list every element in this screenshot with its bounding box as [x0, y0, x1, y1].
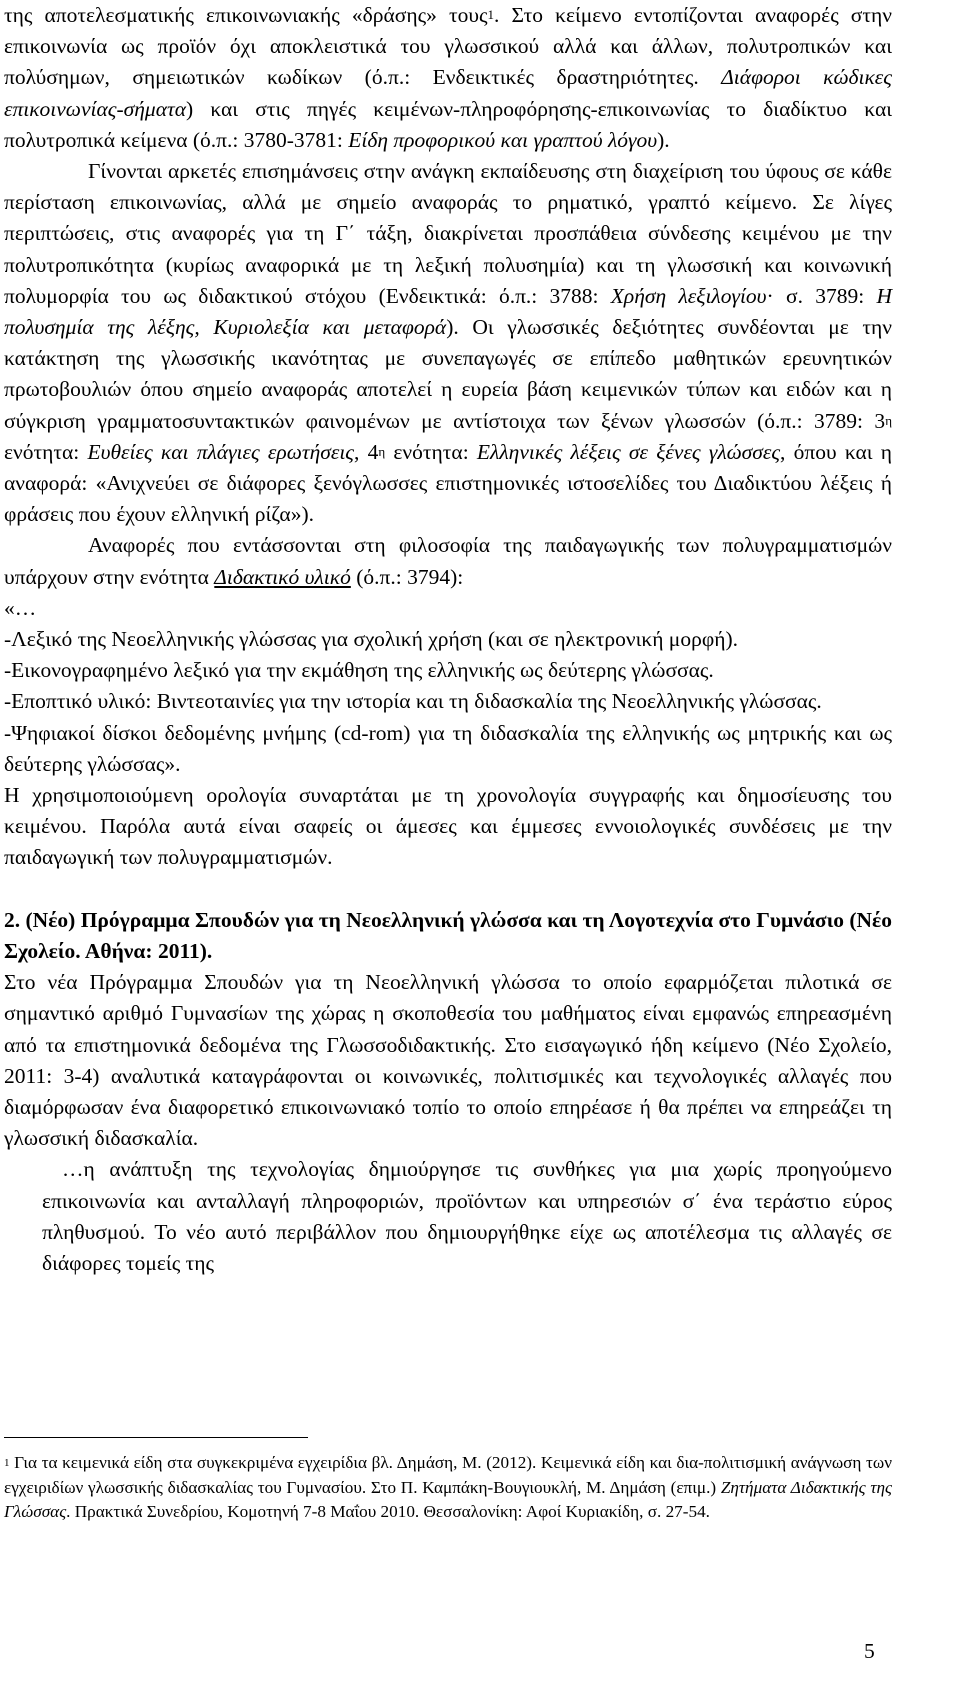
spacer [4, 874, 892, 905]
list-item: -Λεξικό της Νεοελληνικής γλώσσας για σχολική χρήση (και σε ηλεκτρονική μορφή). [4, 627, 739, 652]
italic-title: Ζητήματα Διδακτικής της Γλώσσας [4, 1477, 892, 1522]
footnote-number: 1 [4, 1457, 10, 1469]
paragraph-1 [4, 0, 892, 156]
list-open-quote: «… [4, 595, 37, 620]
section-reference: Διδακτικό υλικό [214, 564, 351, 589]
block-quote: …η ανάπτυξη της τεχνολογίας δημιούργησε τις συνθήκες για μια χωρίς προηγούμενο επικοινωνία και ανταλλαγή πληροφοριών, προϊόντων και υπηρεσιών σ΄ ένα τεράστιο εύρος πληθυσμού. Το νέο αυτό περιβάλλον που δημιουργήθηκε είχε ως αποτέλεσμα τις αλλαγές σε διάφορες τομείς της [42, 1157, 892, 1275]
footnote-reference[interactable]: 1 [487, 7, 495, 22]
text-run: . Πρακτικά Συνεδρίου, Κομοτηνή 7-8 Μαΐου 2010. Θεσσαλονίκη: Αφοί Κυριακίδη, σ. 27-54. [66, 1502, 710, 1522]
footnote-text [4, 1451, 892, 1525]
text-run: Γίνονται αρκετές επισημάνσεις στην ανάγκη εκπαίδευσης στη διαχείριση του ύφους σε κάθε περίσταση επικοινωνίας, αλλά με σημείο αναφοράς το ρηματικό, γραπτό κείμενο. Σε λίγες περιπτώσεις, στις αναφορές για τη Γ΄ τάξη, διακρίνεται προσπάθεια σύνδεσης κειμένου με την πολυτροπικότητα (κυρίως αναφορικά με τη λεξική πολυσημία) και τη γλωσσική και κοινωνική πολυμορφία του ως διδακτικού στόχου (Ενδεικτικά: ό.π.: 3788: [4, 159, 892, 308]
paragraph-5: Στο νέα Πρόγραμμα Σπουδών για τη Νεοελληνική γλώσσα το οποίο εφαρμόζεται πιλοτικά σε σημαντικό αριθμό Γυμνασίων της χώρας η σκοποθεσία του μαθήματος είναι εμφανώς επηρεασμένη από τα επιστημονικά δεδομένα της Γλωσσοδιδακτικής. Στο εισαγωγικό ήδη κείμενο (Νέο Σχολείο, 2011: 3-4) αναλυτικά καταγράφονται οι κοινωνικές, πολιτισμικές και τεχνολογικές αλλαγές που διαμόρφωσαν ένα διαφορετικό επικοινωνιακό τοπίο το οποίο επηρέασε ή θα πρέπει να επηρεάζει τη γλωσσική διδασκαλία. [4, 970, 892, 1151]
page-number: 5 [864, 1639, 875, 1663]
text-run: . Στο κείμενο εντοπίζονται αναφορές στην επικοινωνία ως προϊόν όχι αποκλειστικά του γλωσσικού αλλά και άλλων, πολυτροπικών και πολύσημων, σημειωτικών κωδίκων (ό.π.: Ενδεικτικές δραστηριότητες. [4, 3, 892, 90]
paragraph-2 [4, 156, 892, 530]
ordinal-superscript: η [378, 443, 386, 459]
text-run: ). [657, 127, 670, 152]
text-run: (ό.π.: 3794): [350, 564, 464, 589]
ordinal-superscript: η [885, 412, 892, 428]
list-item: -Εποπτικό υλικό: Βιντεοταινίες για την ιστορία και τη διδασκαλία της Νεοελληνικής γλώσσας. [4, 689, 822, 714]
text-run: της αποτελεσματικής επικοινωνιακής «δράσης» τους [4, 3, 488, 27]
paragraph-4: Η χρησιμοποιούμενη ορολογία συναρτάται με τη χρονολογία συγγραφής και δημοσίευσης του κειμένου. Παρόλα αυτά είναι σαφείς οι άμεσες και έμμεσες εννοιολογικές συνδέσεις με την παιδαγωγική των πολυγραμματισμών. [4, 783, 892, 870]
italic-title: Διάφοροι κώδικες επικοινωνίας-σήματα [4, 65, 892, 121]
list-item: -Εικονογραφημένο λεξικό για την εκμάθηση της ελληνικής ως δεύτερης γλώσσας. [4, 658, 714, 683]
list-item: -Ψηφιακοί δίσκοι δεδομένης μνήμης (cd-rom) για τη διδασκαλία της ελληνικής ως μητρικής και ως δεύτερης γλώσσας». [4, 720, 892, 776]
text-run: ). Οι γλωσσικές δεξιότητες συνδέονται με την κατάκτηση της γλωσσικής ικανότητας με συνεπαγωγές σε επίπεδο μαθητικών ερευνητικών πρωτοβουλιών όπου σημείο αναφοράς αποτελεί η ευρεία βάση κειμενικών τύπων και ειδών και η σύγκριση γραμματοσυντακτικών φαινομένων με αντίστοιχα των ξένων γλωσσών (ό.π.: 3789: 3 [4, 315, 892, 433]
italic-title: Ελληνικές λέξεις σε ξένες γλώσσες [476, 439, 781, 464]
text-run: , όπου και η αναφορά: «Ανιχνεύει σε διάφορες ξενόγλωσσες επιστημονικές ιστοσελίδες του Διαδικτύου λέξεις ή φράσεις που έχουν ελληνική ρίζα»). [4, 439, 893, 527]
footnote-separator [4, 1437, 308, 1438]
text-run: · σ. 3789: [766, 283, 877, 308]
text-run: , 4 [354, 439, 379, 464]
text-run: ) και στις πηγές κειμένων-πληροφόρησης-επικοινωνίας το διαδίκτυο και πολυτροπικά κείμενα (ό.π.: 3780-3781: [4, 96, 892, 152]
text-run: ενότητα: [385, 439, 477, 464]
body-text [4, 0, 892, 1279]
text-run: Για τα κειμενικά είδη στα συγκεκριμένα εγχειρίδια βλ. Δημάση, Μ. (2012). Κειμενικά είδη και δια-πολιτισμική ανάγνωση των εγχειριδίων γλωσσικής διδασκαλίας του Γυμνασίου. Στο Π. Καμπάκη-Βουγιουκλή, Μ. Δημάση (επιμ.) [4, 1453, 892, 1497]
italic-title: Χρήση λεξιλογίου [610, 283, 767, 308]
italic-title: Είδη προφορικού και γραπτού λόγου [348, 127, 658, 152]
text-run: Αναφορές που εντάσσονται στη φιλοσοφία της παιδαγωγικής των πολυγραμματισμών υπάρχουν στην ενότητα [4, 533, 892, 589]
text-run: ενότητα: [4, 439, 88, 464]
italic-title: Η πολυσημία της λέξης, Κυριολεξία και μεταφορά [4, 283, 892, 340]
paragraph-3 [4, 530, 892, 592]
section-heading: 2. (Νέο) Πρόγραμμα Σπουδών για τη Νεοελληνική γλώσσα και τη Λογοτεχνία στο Γυμνάσιο (Νέο Σχολείο. Αθήνα: 2011). [4, 907, 892, 963]
footnote [4, 1451, 892, 1525]
italic-title: Ευθείες και πλάγιες ερωτήσεις [87, 439, 355, 464]
